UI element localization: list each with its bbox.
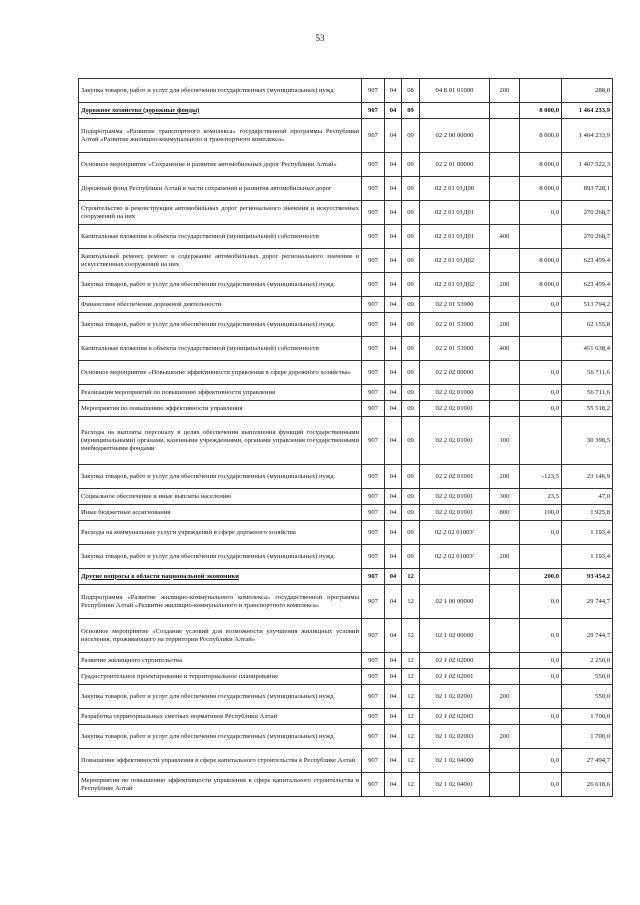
row-change-amount: 0,0 [520,619,562,653]
row-total-amount: 550,0 [562,669,613,685]
row-department-code: 907 [362,669,385,685]
row-name: Основное мероприятие «Повышение эффективности управления в сфере дорожного хозяйства» [79,361,362,385]
row-expense-type [490,773,520,797]
row-name: Дорожный фонд Республики Алтай в части сохранения и развития автомобильных дорог [79,177,362,201]
row-section-code: 04 [385,417,402,465]
row-section-code: 04 [385,249,402,273]
row-name: Закупка товаров, работ и услуг для обеспечения государственных (муниципальных) нужд [79,313,362,337]
row-department-code: 907 [362,297,385,313]
row-section-code: 04 [385,521,402,545]
row-department-code: 907 [362,545,385,569]
row-section-code: 04 [385,773,402,797]
row-target-article: 02 2 02 01001 [420,489,490,505]
row-expense-type: 200 [490,79,520,103]
table-row [79,119,613,153]
row-target-article: 02 2 00 00000 [420,119,490,153]
row-name: Подпрограмма «Развитие жилищно-коммунального комплекса» государственной программы Республики Алтай «Развитие жилищно-коммунального и транспортного комплекса» [79,585,362,619]
row-department-code: 907 [362,225,385,249]
row-target-article: 02 1 02 02003 [420,709,490,725]
page-number: 53 [315,33,325,43]
table-row [79,569,613,585]
row-section-code: 04 [385,225,402,249]
row-section-code: 04 [385,79,402,103]
row-change-amount: 0,0 [520,709,562,725]
row-name: Социальное обеспечение и иные выплаты населению [79,489,362,505]
row-subsection-code: 12 [402,749,420,773]
row-department-code: 907 [362,505,385,521]
row-name: Закупка товаров, работ и услуг для обеспечения государственных (муниципальных) нужд [79,273,362,297]
row-change-amount: 100,0 [520,505,562,521]
row-section-code: 04 [385,177,402,201]
table-row [79,749,613,773]
table-row [79,585,613,619]
row-total-amount: 29 744,7 [562,585,613,619]
row-expense-type [490,361,520,385]
row-section-code: 04 [385,361,402,385]
row-subsection-code: 12 [402,585,420,619]
row-subsection-code: 12 [402,773,420,797]
row-expense-type [490,119,520,153]
table-row [79,709,613,725]
row-target-article: 02 2 01 01Д02 [420,249,490,273]
row-department-code: 907 [362,273,385,297]
row-section-code: 04 [385,505,402,521]
table-row [79,249,613,273]
row-section-code: 04 [385,465,402,489]
row-section-code: 04 [385,119,402,153]
row-name: Строительство и реконструкция автомобильных дорог регионального значения и искусственных сооружений на них [79,201,362,225]
row-subsection-code: 08 [402,79,420,103]
row-department-code: 907 [362,489,385,505]
row-name: Закупка товаров, работ и услуг для обеспечения государственных (муниципальных) нужд [79,725,362,749]
row-change-amount: 8 000,0 [520,103,562,119]
row-section-code: 04 [385,749,402,773]
row-change-amount: 23,5 [520,489,562,505]
row-department-code: 907 [362,385,385,401]
row-subsection-code: 09 [402,465,420,489]
row-change-amount: 0,0 [520,521,562,545]
table-row [79,337,613,361]
row-change-amount: 0,0 [520,749,562,773]
row-section-code: 04 [385,153,402,177]
row-section-code: 04 [385,103,402,119]
row-department-code: 907 [362,337,385,361]
row-target-article: 02 1 02 02001 [420,669,490,685]
row-department-code: 907 [362,361,385,385]
row-subsection-code: 09 [402,401,420,417]
row-name: Градостроительное проектирование и территориальное планирование [79,669,362,685]
row-target-article: 02 2 01 01Д00 [420,177,490,201]
row-subsection-code: 09 [402,385,420,401]
row-expense-type: 200 [490,685,520,709]
row-expense-type [490,297,520,313]
budget-table-body [79,79,613,797]
table-row [79,153,613,177]
row-name: Капитальные вложения в объекты государственной (муниципальной) собственности [79,337,362,361]
row-section-code: 04 [385,489,402,505]
row-change-amount: 0,0 [520,201,562,225]
row-subsection-code: 09 [402,337,420,361]
row-change-amount [520,685,562,709]
row-name: Расходы на выплаты персоналу в целях обеспечения выполнения функций государственными (муниципальными) органами, казенными учреждениями, органами управления государственными внебюджетными фондами [79,417,362,465]
row-expense-type [490,749,520,773]
row-subsection-code: 09 [402,201,420,225]
row-total-amount: 550,0 [562,685,613,709]
row-subsection-code: 09 [402,361,420,385]
row-subsection-code: 12 [402,619,420,653]
row-target-article: 02 2 02 01001 [420,505,490,521]
row-target-article: 02 2 02 01001 [420,401,490,417]
row-change-amount: 8 000,0 [520,119,562,153]
row-total-amount: 270 268,7 [562,201,613,225]
row-total-amount: 288,0 [562,79,613,103]
row-total-amount: 1 700,0 [562,725,613,749]
row-subsection-code: 09 [402,119,420,153]
row-section-code: 04 [385,653,402,669]
row-subsection-code: 09 [402,249,420,273]
budget-table [78,78,613,797]
row-total-amount: 56 711,6 [562,385,613,401]
row-name: Финансовое обеспечение дорожной деятельности [79,297,362,313]
row-subsection-code: 12 [402,709,420,725]
table-row [79,669,613,685]
row-section-code: 04 [385,297,402,313]
row-expense-type [490,669,520,685]
row-section-code: 04 [385,685,402,709]
row-expense-type [490,619,520,653]
row-total-amount: 62 155,8 [562,313,613,337]
row-name: Закупка товаров, работ и услуг для обеспечения государственных (муниципальных) нужд [79,545,362,569]
row-department-code: 907 [362,773,385,797]
row-section-code: 04 [385,337,402,361]
row-change-amount [520,225,562,249]
row-department-code: 907 [362,177,385,201]
row-expense-type: 200 [490,313,520,337]
row-change-amount: 0,0 [520,297,562,313]
row-expense-type [490,709,520,725]
row-expense-type: 200 [490,273,520,297]
row-name: Капитальные вложения в объекты государственной (муниципальной) собственности [79,225,362,249]
row-department-code: 907 [362,201,385,225]
table-row [79,773,613,797]
row-total-amount: 1 193,4 [562,521,613,545]
row-total-amount: 93 454,2 [562,569,613,585]
table-row [79,465,613,489]
row-expense-type [490,103,520,119]
row-name: Иные бюджетные ассигнования [79,505,362,521]
row-expense-type: 300 [490,489,520,505]
row-target-article: 02 2 02 01001 [420,417,490,465]
row-department-code: 907 [362,249,385,273]
row-target-article: 02 2 02 0100У [420,521,490,545]
row-department-code: 907 [362,653,385,669]
row-expense-type [490,569,520,585]
row-target-article: 02 2 01 00000 [420,153,490,177]
row-department-code: 907 [362,685,385,709]
row-name: Закупка товаров, работ и услуг для обеспечения государственных (муниципальных) нужд [79,465,362,489]
row-change-amount [520,417,562,465]
row-subsection-code: 09 [402,153,420,177]
row-subsection-code: 09 [402,103,420,119]
row-expense-type: 400 [490,225,520,249]
row-total-amount: 513 794,2 [562,297,613,313]
row-subsection-code: 09 [402,505,420,521]
row-change-amount: 0,0 [520,585,562,619]
row-section-code: 04 [385,313,402,337]
row-name: Дорожное хозяйство (дорожные фонды) [79,103,362,119]
row-subsection-code: 12 [402,669,420,685]
row-expense-type [490,521,520,545]
row-target-article: 02 1 02 02003 [420,725,490,749]
row-subsection-code: 12 [402,725,420,749]
table-row [79,79,613,103]
row-change-amount: 8 000,0 [520,177,562,201]
table-row [79,521,613,545]
row-department-code: 907 [362,619,385,653]
row-total-amount: 23 146,9 [562,465,613,489]
row-subsection-code: 09 [402,417,420,465]
row-target-article: 02 1 02 04001 [420,773,490,797]
table-row [79,619,613,653]
row-total-amount: 1 193,4 [562,545,613,569]
row-department-code: 907 [362,153,385,177]
row-section-code: 04 [385,725,402,749]
row-subsection-code: 09 [402,297,420,313]
row-total-amount: 1 464 233,9 [562,103,613,119]
row-expense-type: 200 [490,725,520,749]
row-change-amount [520,79,562,103]
row-department-code: 907 [362,569,385,585]
row-expense-type [490,153,520,177]
row-expense-type [490,653,520,669]
table-row [79,685,613,709]
row-department-code: 907 [362,521,385,545]
row-change-amount: 0,0 [520,653,562,669]
row-department-code: 907 [362,709,385,725]
row-target-article: 02 1 02 00000 [420,619,490,653]
row-expense-type: 400 [490,337,520,361]
row-subsection-code: 09 [402,177,420,201]
row-department-code: 907 [362,103,385,119]
row-total-amount: 1 464 233,9 [562,119,613,153]
row-total-amount: 451 638,4 [562,337,613,361]
row-target-article: 02 2 02 01000 [420,385,490,401]
row-name: Повышение эффективности управления в сфере капитального строительства в Республике Алтай [79,749,362,773]
row-total-amount: 2 250,0 [562,653,613,669]
row-total-amount: 1 700,0 [562,709,613,725]
row-target-article: 02 1 00 00000 [420,585,490,619]
row-department-code: 907 [362,401,385,417]
row-change-amount [520,337,562,361]
row-department-code: 907 [362,465,385,489]
row-name: Разработка территориальных сметных нормативов Республики Алтай [79,709,362,725]
table-row [79,225,613,249]
row-name: Расходы на коммунальные услуги учреждений в сфере дорожного хозяйства [79,521,362,545]
row-target-article [420,103,490,119]
row-target-article: 02 2 01 01Д01 [420,201,490,225]
row-target-article: 02 2 02 01001 [420,465,490,489]
table-row [79,273,613,297]
row-name: Подпрограмма «Развитие транспортного комплекса» государственной программы Республики Алтай «Развитие жилищно-коммунального и транспортного комплекса» [79,119,362,153]
row-change-amount: 200,0 [520,569,562,585]
row-total-amount: 56 711,6 [562,361,613,385]
row-section-code: 04 [385,201,402,225]
row-target-article: 02 1 02 02001 [420,685,490,709]
row-expense-type: 100 [490,417,520,465]
row-subsection-code: 09 [402,273,420,297]
row-department-code: 907 [362,749,385,773]
row-department-code: 907 [362,417,385,465]
table-row [79,313,613,337]
row-change-amount [520,313,562,337]
row-expense-type: 200 [490,465,520,489]
row-total-amount: 1 925,8 [562,505,613,521]
table-row [79,103,613,119]
row-department-code: 907 [362,313,385,337]
row-change-amount: 0,0 [520,773,562,797]
row-section-code: 04 [385,273,402,297]
row-change-amount: -123,5 [520,465,562,489]
table-row [79,653,613,669]
table-row [79,417,613,465]
row-expense-type [490,177,520,201]
row-change-amount: 0,0 [520,669,562,685]
row-section-code: 04 [385,401,402,417]
row-total-amount: 270 268,7 [562,225,613,249]
row-total-amount: 27 494,7 [562,749,613,773]
table-row [79,489,613,505]
row-department-code: 907 [362,585,385,619]
row-section-code: 04 [385,619,402,653]
row-target-article: 02 2 02 0100У [420,545,490,569]
row-target-article: 02 2 02 00000 [420,361,490,385]
table-row [79,361,613,385]
row-name: Развитие жилищного строительства [79,653,362,669]
row-subsection-code: 09 [402,489,420,505]
row-name: Реализация мероприятий по повышению эффективности управления [79,385,362,401]
row-total-amount: 623 459,4 [562,249,613,273]
row-expense-type [490,385,520,401]
row-total-amount: 55 518,2 [562,401,613,417]
row-expense-type: 800 [490,505,520,521]
row-target-article: 02 1 02 04000 [420,749,490,773]
row-subsection-code: 12 [402,685,420,709]
row-section-code: 04 [385,545,402,569]
row-total-amount: 893 728,1 [562,177,613,201]
table-row [79,177,613,201]
row-name: Мероприятия по повышению эффективности управления [79,401,362,417]
row-target-article: 02 2 01 01Д01 [420,225,490,249]
row-subsection-code: 09 [402,545,420,569]
row-change-amount: 0,0 [520,385,562,401]
table-row [79,505,613,521]
row-total-amount: 47,0 [562,489,613,505]
row-expense-type [490,249,520,273]
row-target-article: 02 2 01 01Д02 [420,273,490,297]
row-name: Другие вопросы в области национальной экономики [79,569,362,585]
row-change-amount: 8 000,0 [520,153,562,177]
row-target-article: 02 2 01 53900 [420,337,490,361]
row-change-amount: 8 000,0 [520,249,562,273]
row-target-article: 02 2 01 53900 [420,313,490,337]
row-expense-type [490,585,520,619]
row-department-code: 907 [362,725,385,749]
row-name: Закупка товаров, работ и услуг для обеспечения государственных (муниципальных) нужд [79,79,362,103]
row-name: Закупка товаров, работ и услуг для обеспечения государственных (муниципальных) нужд [79,685,362,709]
table-row [79,725,613,749]
row-total-amount: 1 407 522,3 [562,153,613,177]
row-target-article: 02 2 01 53900 [420,297,490,313]
row-change-amount [520,725,562,749]
row-subsection-code: 12 [402,569,420,585]
row-total-amount: 30 398,5 [562,417,613,465]
row-total-amount: 26 618,6 [562,773,613,797]
row-change-amount: 0,0 [520,401,562,417]
row-name: Мероприятия по повышению эффективности управления в сфере капитального строительства в Республике Алтай [79,773,362,797]
table-row [79,545,613,569]
row-section-code: 04 [385,709,402,725]
row-change-amount: 0,0 [520,361,562,385]
row-department-code: 907 [362,119,385,153]
row-department-code: 907 [362,79,385,103]
row-name: Основное мероприятие «Сохранение и развитие автомобильных дорог Республики Алтай» [79,153,362,177]
row-target-article: 02 1 02 02000 [420,653,490,669]
row-total-amount: 623 459,4 [562,273,613,297]
table-row [79,401,613,417]
row-section-code: 04 [385,385,402,401]
row-subsection-code: 09 [402,313,420,337]
table-row [79,385,613,401]
row-subsection-code: 09 [402,521,420,545]
row-expense-type [490,201,520,225]
row-section-code: 04 [385,585,402,619]
row-subsection-code: 12 [402,653,420,669]
table-row [79,201,613,225]
row-section-code: 04 [385,669,402,685]
row-target-article [420,569,490,585]
row-expense-type [490,401,520,417]
row-change-amount [520,545,562,569]
table-row [79,297,613,313]
row-subsection-code: 09 [402,225,420,249]
row-expense-type: 200 [490,545,520,569]
row-target-article: 04 8 01 01000 [420,79,490,103]
row-section-code: 04 [385,569,402,585]
row-name: Капитальный ремонт, ремонт и содержание автомобильных дорог регионального значения и искусственных сооружений на них [79,249,362,273]
row-change-amount: 8 000,0 [520,273,562,297]
row-name: Основное мероприятие «Создание условий для возможности улучшения жилищных условий населения, проживающего на территории Республики Алтай» [79,619,362,653]
row-total-amount: 29 744,7 [562,619,613,653]
